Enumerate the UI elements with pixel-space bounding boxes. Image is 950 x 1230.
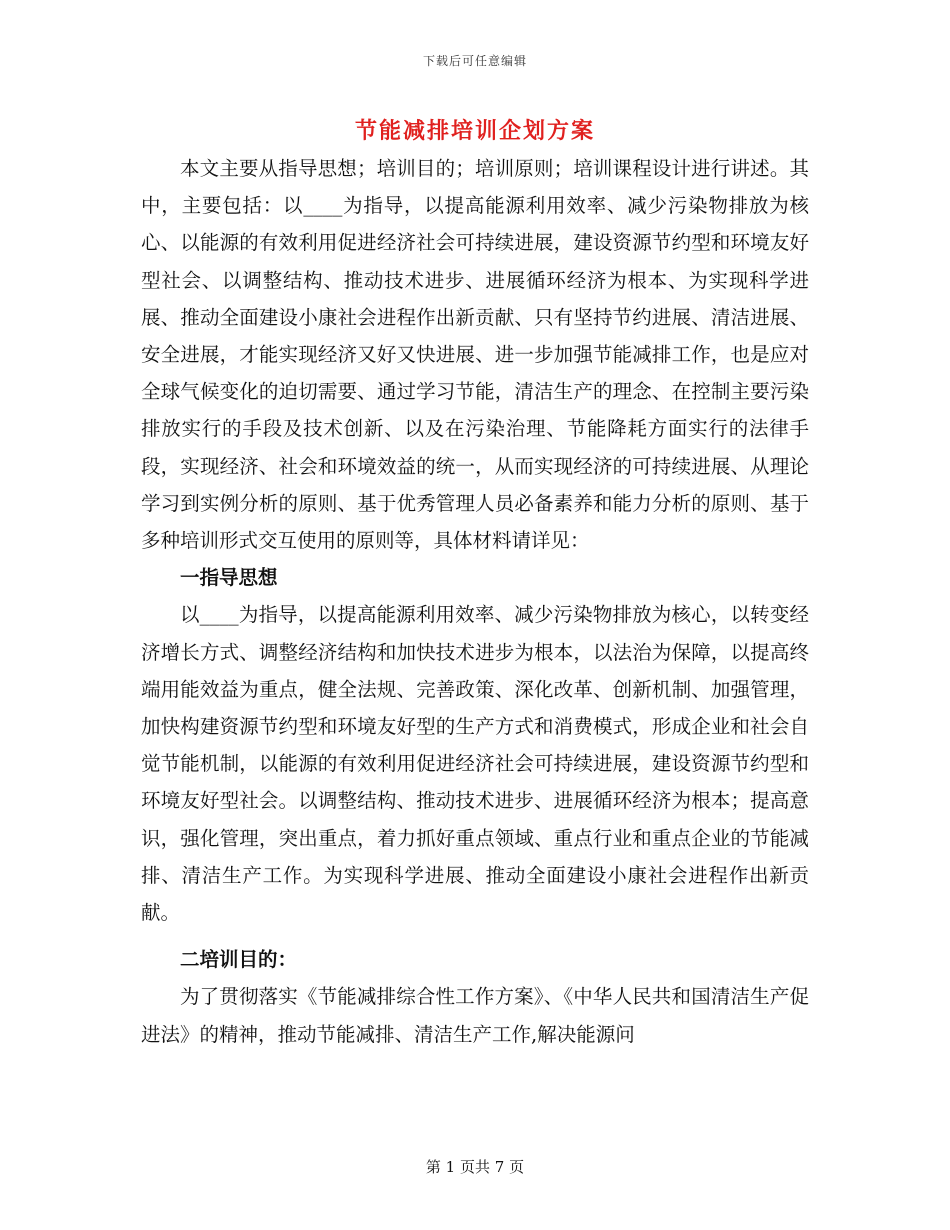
section-heading-training-purpose: 二培训目的： [180,948,298,972]
section-heading-guiding-ideology: 一指导思想 [180,566,278,590]
header-note: 下载后可任意编辑 [422,54,527,68]
document-title: 节能减排培训企划方案 [354,118,595,144]
intro-paragraph: 本文主要从指导思想；培训目的；培训原则；培训课程设计进行讲述。其中，主要包括：以____为指导，以提高能源利用效率、减少污染物排放为核心、以能源的有效利用促进经济社会可持续进展，建设资源节约型和环境友好型社会、以调整结构、推动技术进步、进展循环经济为根本、为实现科学进展、推动全面建设小康社会进程作出新贡献、只有坚持节约进展、清洁进展、安全进展，才能实现经济又好又快进展、进一步加强节能减排工作，也是应对全球气候变化的迫切需要、通过学习节能，清洁生产的理念、在控制主要污染排放实行的手段及技术创新、以及在污染治理、节能降耗方面实行的法律手段，实现经济、社会和环境效益的统一，从而实现经济的可持续进展、从理论学习到实例分析的原则、基于优秀管理人员必备素养和能力分析的原则、基于多种培训形式交互使用的原则等，具体材料请详见： [141,157,809,553]
document-body [141,150,809,1053]
section-paragraph-guiding-ideology: 以____为指导，以提高能源利用效率、减少污染物排放为核心，以转变经济增长方式、调整经济结构和加快技术进步为根本，以法治为保障，以提高终端用能效益为重点，健全法规、完善政策、深化改革、创新机制、加强管理，加快构建资源节约型和环境友好型的生产方式和消费模式，形成企业和社会自觉节能机制，以能源的有效利用促进经济社会可持续进展，建设资源节约型和环境友好型社会。以调整结构、推动技术进步、进展循环经济为根本；提高意识，强化管理，突出重点，着力抓好重点领域、重点行业和重点企业的节能减排、清洁生产工作。为实现科学进展、推动全面建设小康社会进程作出新贡献。 [141,603,809,925]
section-paragraph-training-purpose: 为了贯彻落实《节能减排综合性工作方案》、《中华人民共和国清洁生产促进法》的精神，推动节能减排、清洁生产工作,解决能源问 [141,985,809,1046]
page-number: 第 1 页共 7 页 [425,1158,525,1176]
